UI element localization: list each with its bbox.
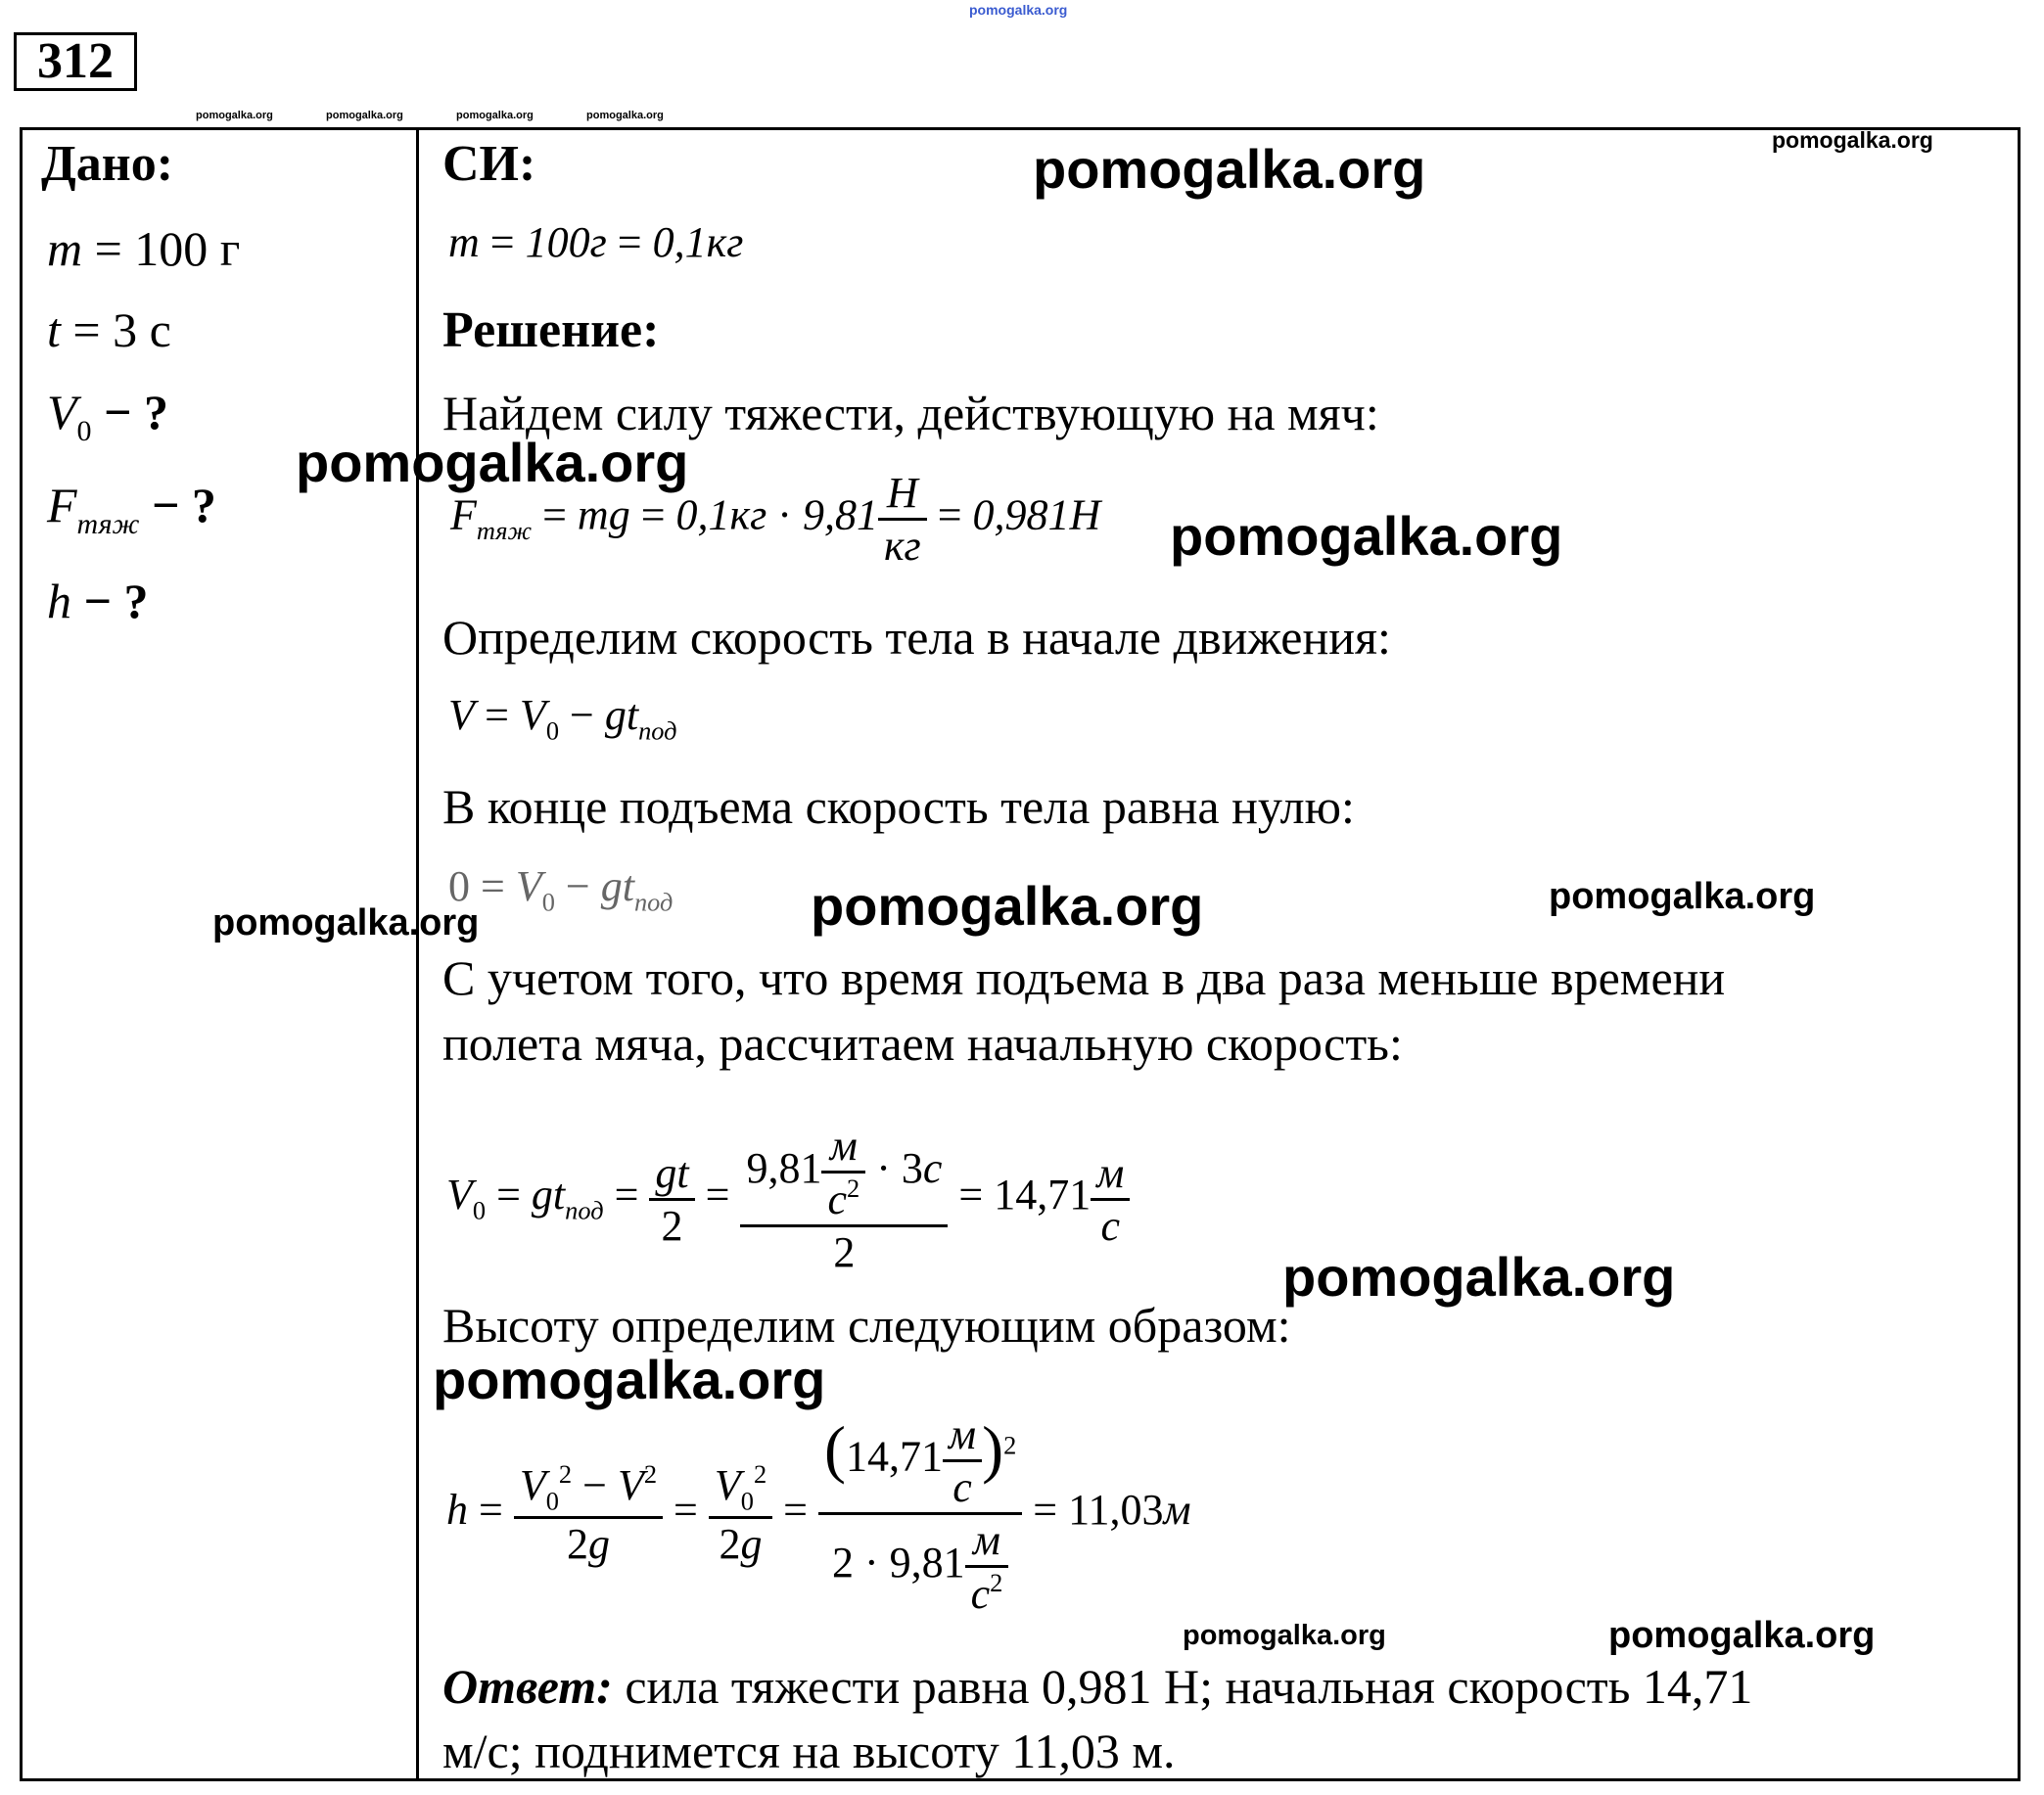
si-conversion: m = 100г = 0,1кг bbox=[448, 218, 744, 266]
watermark: pomogalka.org bbox=[196, 110, 273, 121]
step5-formula: h = $\frac{V_0^2 - V^2}{2g}$ = $\frac{V_0^2}{2g}$ = (14,71 $\frac{м}{с}$ )$^2$ 2 · 9,81 $\frac{м}{с^2}$ = 11,03м bbox=[446, 1410, 1191, 1619]
watermark: pomogalka.org bbox=[1608, 1615, 1876, 1656]
watermark: pomogalka.org bbox=[1772, 127, 1933, 153]
step3-text: В конце подъема скорость тела равна нулю: bbox=[442, 779, 1355, 834]
solution-heading: Решение: bbox=[442, 302, 660, 358]
step4-text-line2: полета мяча, рассчитаем начальную скорость: bbox=[442, 1016, 1403, 1071]
given-unknown-velocity: $V_0$ − ? bbox=[47, 385, 169, 447]
step4-formula: $V_0 = gt_{под}$ = $\frac{gt}{2}$ = 9,81 $\frac{м}{с^2}$ · 3с 2 = 14,71 $\frac{м}{с}$ bbox=[446, 1121, 1130, 1277]
watermark: pomogalka.org bbox=[969, 2, 1068, 18]
watermark: pomogalka.org bbox=[1170, 505, 1563, 567]
step3-formula: $0 = V_0 - gt_{под}$ bbox=[448, 862, 674, 917]
step1-formula: $F_{тяж}$ = mg = 0,1кг · 9,81 $\frac{Н}{кг}$ = 0,981Н bbox=[450, 469, 1101, 570]
watermark: pomogalka.org bbox=[1033, 138, 1426, 200]
answer-line1 bbox=[442, 1658, 1752, 1715]
watermark: pomogalka.org bbox=[1183, 1620, 1386, 1651]
watermark: pomogalka.org bbox=[456, 110, 534, 121]
answer-text-line2: м/с; поднимется на высоту 11,03 м. bbox=[442, 1724, 1176, 1778]
given-unknown-height: h − ? bbox=[47, 574, 149, 628]
step2-text: Определим скорость тела в начале движения: bbox=[442, 610, 1391, 665]
given-mass: m = 100 г bbox=[47, 221, 241, 276]
given-unknown-force: $F_{тяж}$ − ? bbox=[47, 478, 216, 540]
step1-text: Найдем силу тяжести, действующую на мяч: bbox=[442, 386, 1379, 440]
answer-text-line1: сила тяжести равна 0,981 Н; начальная скорость 14,71 bbox=[625, 1659, 1753, 1714]
given-time: t = 3 с bbox=[47, 302, 171, 357]
watermark: pomogalka.org bbox=[1549, 876, 1816, 917]
watermark: pomogalka.org bbox=[326, 110, 403, 121]
given-heading: Дано: bbox=[41, 136, 174, 192]
watermark: pomogalka.org bbox=[296, 432, 689, 493]
si-heading: СИ: bbox=[442, 136, 536, 192]
step5-text: Высоту определим следующим образом: bbox=[442, 1298, 1291, 1353]
watermark: pomogalka.org bbox=[811, 875, 1204, 937]
step4-text-line1: С учетом того, что время подъема в два раза меньше времени bbox=[442, 950, 1726, 1005]
step2-formula: $V = V_0 - gt_{под}$ bbox=[448, 691, 677, 746]
answer-label: Ответ: bbox=[442, 1659, 613, 1714]
watermark: pomogalka.org bbox=[586, 110, 664, 121]
problem-number: 312 bbox=[14, 32, 137, 91]
watermark: pomogalka.org bbox=[212, 902, 480, 944]
watermark: pomogalka.org bbox=[433, 1349, 826, 1410]
column-divider bbox=[416, 127, 419, 1781]
watermark: pomogalka.org bbox=[1282, 1246, 1676, 1308]
